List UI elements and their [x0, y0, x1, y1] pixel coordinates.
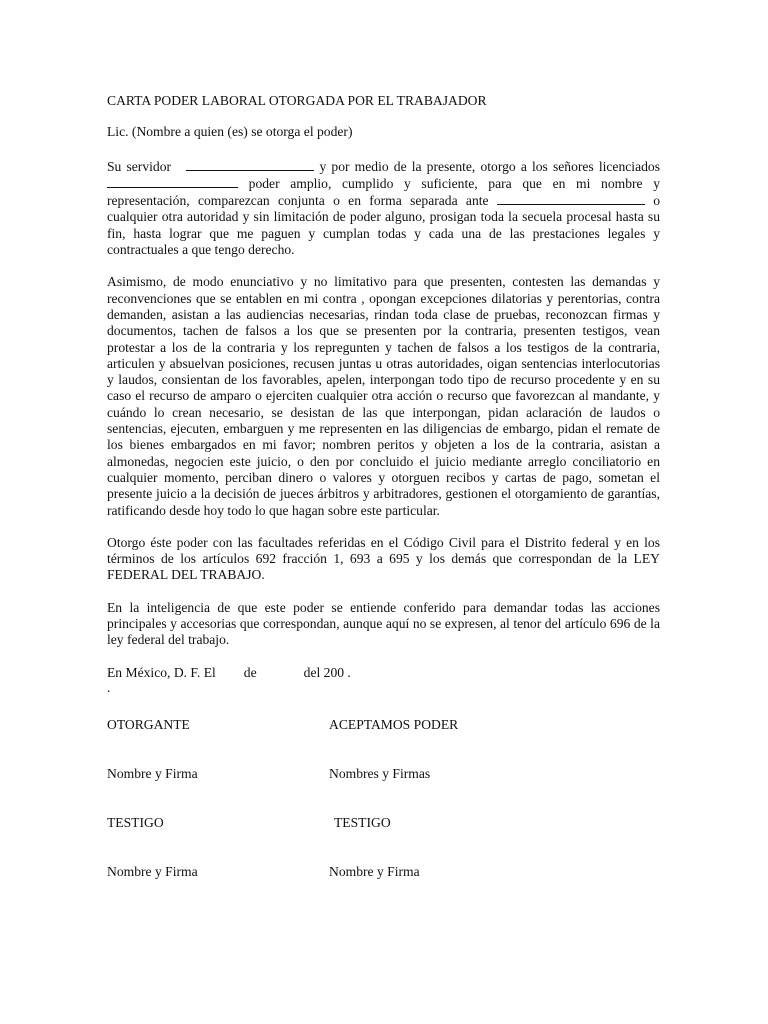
signature-row-names-1	[107, 766, 660, 782]
signature-row-parties	[107, 717, 660, 733]
p1-text-d: o cualquier otra autoridad y sin limitación de poder alguno, prosigan toda la secuela procesal hasta su fin, hasta lograr que me paguen y cumplan todas y cada una de las prestaciones legales y contractuales a que tengo derecho.	[107, 193, 660, 258]
signature-row-witnesses	[107, 815, 660, 831]
label-aceptamos-poder: ACEPTAMOS PODER	[329, 716, 459, 732]
p1-text-a: Su servidor	[107, 158, 172, 174]
document-body	[107, 93, 660, 880]
paragraph-legal-basis: Otorgo éste poder con las facultades referidas en el Código Civil para el Distrito federal y en los términos de los artículos 692 fracción 1, 693 a 695 y los demás que correspondan de la LEY FEDERAL DEL TRABAJO.	[107, 534, 660, 583]
label-testigo-2: TESTIGO	[334, 814, 391, 830]
label-nombre-firma-otorgante: Nombre y Firma	[107, 765, 198, 781]
date-text-c: del 200 .	[303, 664, 351, 680]
label-testigo-1: TESTIGO	[107, 814, 164, 830]
date-line	[107, 665, 660, 681]
date-text-a: En México, D. F. El	[107, 664, 216, 680]
addressee-line: Lic. (Nombre a quien (es) se otorga el poder)	[107, 124, 353, 140]
label-otorgante: OTORGANTE	[107, 716, 190, 732]
label-nombre-firma-testigo-1: Nombre y Firma	[107, 863, 198, 879]
date-text-b: de	[243, 664, 257, 680]
blank-servant-name	[186, 158, 314, 171]
p1-text-c: poder amplio, cumplido y suficiente, para que en mi nombre y representación, comparezcan conjunta o en forma separada ante	[107, 175, 660, 209]
signature-row-names-2	[107, 864, 660, 880]
paragraph-scope: En la inteligencia de que este poder se entiende conferido para demandar todas las acciones principales y accesorias que correspondan, aunque aquí no se expresen, al tenor del artículo 696 de la ley federal del trabajo.	[107, 599, 660, 648]
blank-authority	[497, 192, 645, 205]
stray-dot: .	[107, 679, 111, 695]
label-nombre-firma-testigo-2: Nombre y Firma	[329, 863, 420, 879]
document-title: CARTA PODER LABORAL OTORGADA POR EL TRABAJADOR	[107, 93, 487, 108]
paragraph-grant	[107, 158, 660, 259]
paragraph-powers: Asimismo, de modo enunciativo y no limitativo para que presenten, contesten las demandas y reconvenciones que se entablen en mi contra , opongan excepciones dilatorias y perentorias, contra demanden, asistan a las audiencias necesarias, rindan toda clase de pruebas, reconozcan firmas y documentos, tachen de falsos a los que se presenten por la contraria, presenten testigos, vean protestar a los de la contraria y los repregunten y tachen de falsos a los testigos de la contraria, articulen y absuelvan posiciones, recusen juntas u otras autoridades, oigan sentencias interlocutorias y laudos, consientan de los favorables, apelen, interpongan todo tipo de recurso procedente y en su caso el recurso de amparo o ejerciten cualquier otra acción o recurso que favorezcan al mandante, y cuándo lo crean necesario, se desistan de las que interpongan, pidan aclaración de laudos o sentencias, ejecuten, embarguen y me representen en las diligencias de embargo, pidan el remate de los bienes embargados en mi favor; nombren peritos y objeten a los de la contraria, asistan a almonedas, negocien este juicio, o den por concluido el juicio mediante arreglo conciliatorio en cualquier momento, perciban dinero o valores y otorguen recibos y cartas de pago, sometan el presente juicio a la decisión de jueces árbitros y arbitradores, gestionen el otorgamiento de garantías, ratificando desde hoy todo lo que hagan sobre este particular.	[107, 274, 660, 518]
blank-lawyers-names	[107, 175, 238, 188]
p1-text-b: y por medio de la presente, otorgo a los señores licenciados	[319, 158, 660, 174]
label-nombres-firmas: Nombres y Firmas	[329, 765, 431, 781]
